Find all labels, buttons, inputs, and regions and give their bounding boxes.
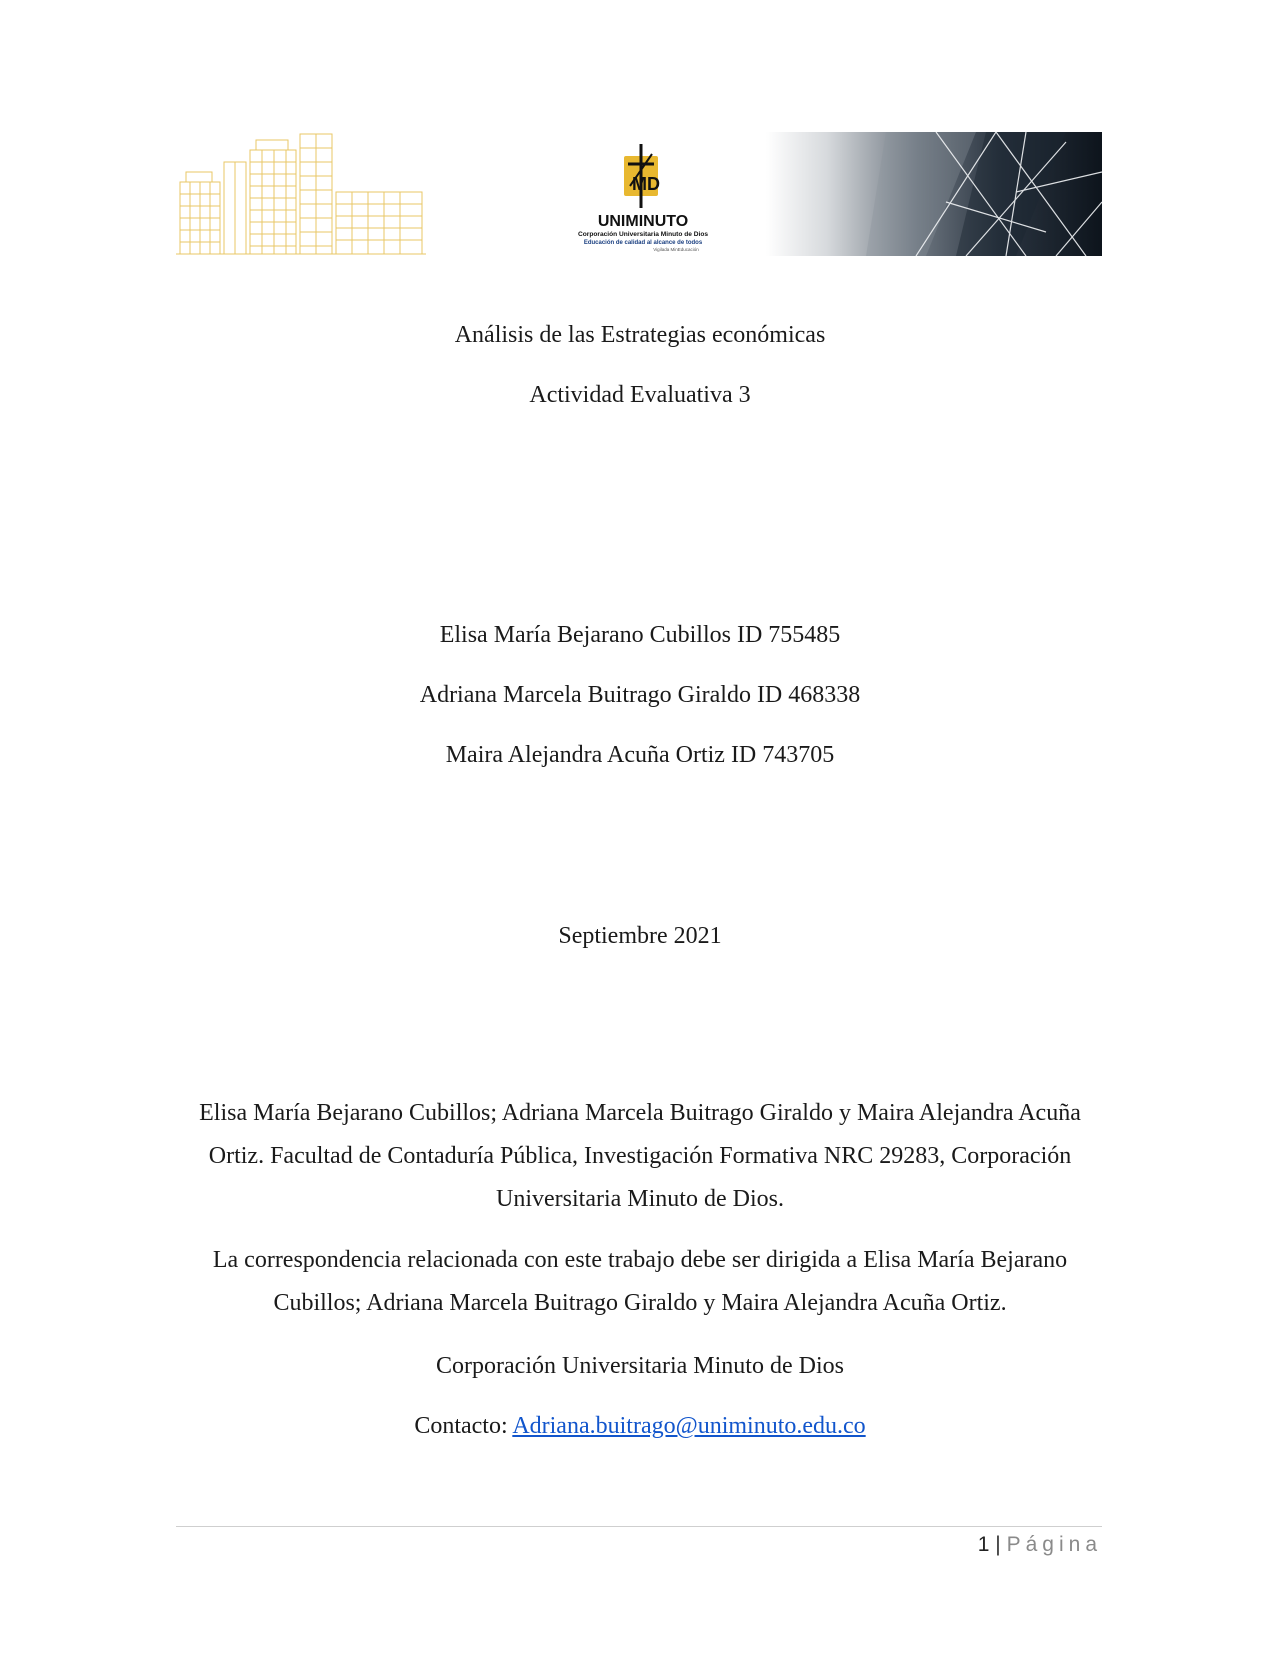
footer-divider	[176, 1526, 1102, 1527]
logo-monogram: MD	[632, 174, 660, 194]
logo-tagline-3: Vigilada MinEducación	[653, 247, 699, 252]
page-label: Página	[1006, 1533, 1102, 1556]
footer-separator: |	[995, 1533, 1001, 1556]
buildings-illustration	[176, 132, 426, 256]
document-title: Análisis de las Estrategias económicas	[454, 322, 826, 348]
page-header	[176, 132, 1102, 256]
uniminuto-logo	[568, 142, 718, 254]
document-subtitle: Actividad Evaluativa 3	[529, 382, 751, 408]
correspondence-note: La correspondencia relacionada con este trabajo debe ser dirigida a Elisa María Bejarano Cubillos; Adriana Marcela Buitrago Giraldo y Maira Alejandra Acuña Ortiz.	[212, 1247, 1068, 1316]
contact-email-link[interactable]: Adriana.buitrago@uniminuto.edu.co	[512, 1413, 866, 1439]
geometric-banner	[766, 132, 1102, 256]
contact-label: Contacto:	[414, 1413, 513, 1439]
logo-tagline-1: Corporación Universitaria Minuto de Dios	[577, 231, 709, 238]
author-line-3: Maira Alejandra Acuña Ortiz ID 743705	[445, 742, 835, 768]
page-footer	[176, 1530, 1102, 1560]
contact-line	[0, 1411, 1280, 1441]
logo-tagline-2: Educación de calidad al alcance de todos	[583, 240, 703, 246]
page-number: 1	[977, 1533, 990, 1556]
author-line-2: Adriana Marcela Buitrago Giraldo ID 468338	[419, 682, 861, 708]
author-affiliation: Elisa María Bejarano Cubillos; Adriana Marcela Buitrago Giraldo y Maira Alejandra Acuña Ortiz. Facultad de Contaduría Pública, Investigación Formativa NRC 29283, Corporación Universitaria Minuto de Dios.	[199, 1100, 1081, 1212]
logo-wordmark: UNIMINUTO	[597, 213, 689, 230]
institution-name: Corporación Universitaria Minuto de Dios	[436, 1353, 844, 1379]
author-line-1: Elisa María Bejarano Cubillos ID 755485	[439, 622, 841, 648]
document-date: Septiembre 2021	[558, 923, 722, 949]
